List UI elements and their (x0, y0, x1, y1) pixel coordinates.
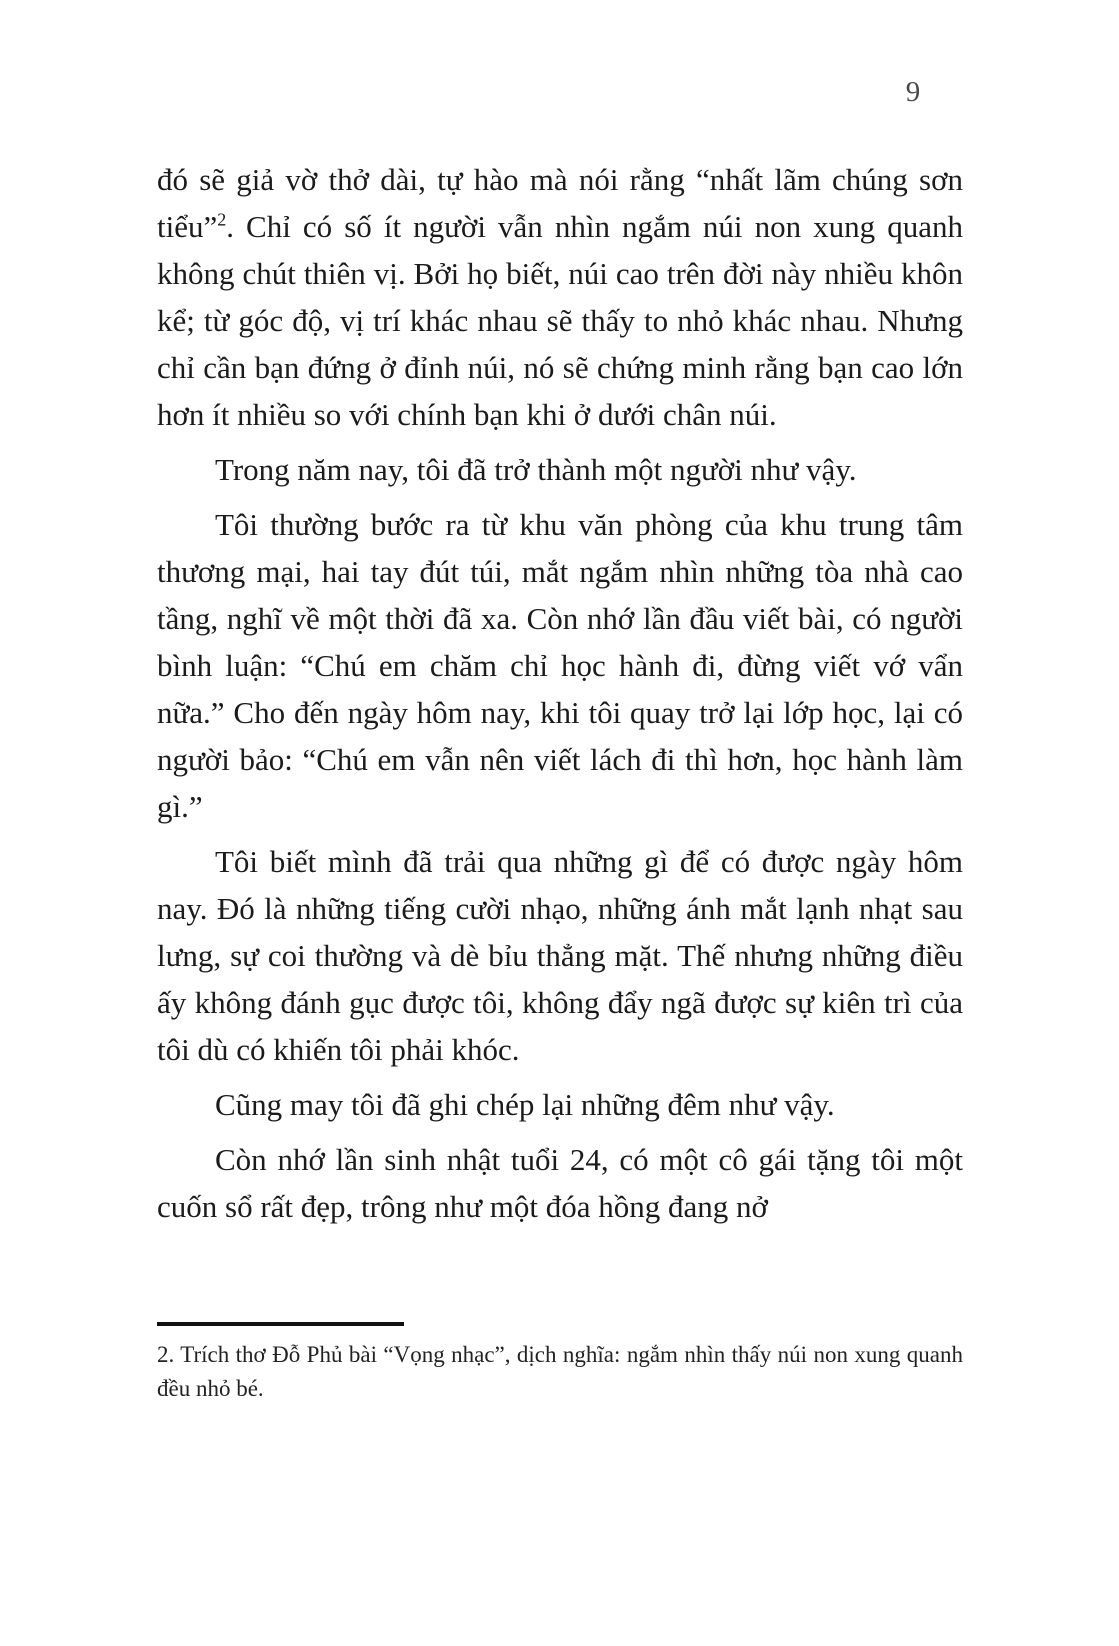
paragraph-text-before-footnote-ref: đó sẽ giả vờ thở dài, tự hào mà nói rằng “nhất lãm chúng sơn tiểu” (157, 162, 963, 244)
paragraph-text-after-footnote-ref: . Chỉ có số ít người vẫn nhìn ngắm núi non xung quanh không chút thiên vị. Bởi họ biết, núi cao trên đời này nhiều khôn kể; từ góc độ, vị trí khác nhau sẽ thấy to nhỏ khác nhau. Nhưng chỉ cần bạn đứng ở đỉnh núi, nó sẽ chứng minh rằng bạn cao lớn hơn ít nhiều so với chính bạn khi ở dưới chân núi. (157, 209, 963, 432)
paragraph: Còn nhớ lần sinh nhật tuổi 24, có một cô gái tặng tôi một cuốn sổ rất đẹp, trông như một đóa hồng đang nở (157, 1142, 963, 1224)
paragraph: Tôi thường bước ra từ khu văn phòng của khu trung tâm thương mại, hai tay đút túi, mắt ngắm nhìn những tòa nhà cao tầng, nghĩ về một thời đã xa. Còn nhớ lần đầu viết bài, có người bình luận: “Chú em chăm chỉ học hành đi, đừng viết vớ vẩn nữa.” Cho đến ngày hôm nay, khi tôi quay trở lại lớp học, lại có người bảo: “Chú em vẫn nên viết lách đi thì hơn, học hành làm gì.” (157, 507, 963, 824)
paragraph (157, 156, 963, 438)
paragraph: Tôi biết mình đã trải qua những gì để có được ngày hôm nay. Đó là những tiếng cười nhạo, những ánh mắt lạnh nhạt sau lưng, sự coi thường và dè bỉu thẳng mặt. Thế nhưng những điều ấy không đánh gục được tôi, không đẩy ngã được sự kiên trì của tôi dù có khiến tôi phải khóc. (157, 844, 963, 1067)
footnote-separator (157, 1322, 404, 1326)
paragraph: Cũng may tôi đã ghi chép lại những đêm như vậy. (215, 1087, 835, 1122)
footnote-reference: 2 (217, 209, 227, 230)
paragraph: Trong năm nay, tôi đã trở thành một người như vậy. (215, 452, 857, 487)
footnote (157, 1322, 963, 1406)
page-number: 9 (905, 76, 921, 108)
body-text (157, 156, 963, 1238)
footnote-text: 2. Trích thơ Đỗ Phủ bài “Vọng nhạc”, dịch nghĩa: ngắm nhìn thấy núi non xung quanh đều nhỏ bé. (157, 1342, 963, 1401)
